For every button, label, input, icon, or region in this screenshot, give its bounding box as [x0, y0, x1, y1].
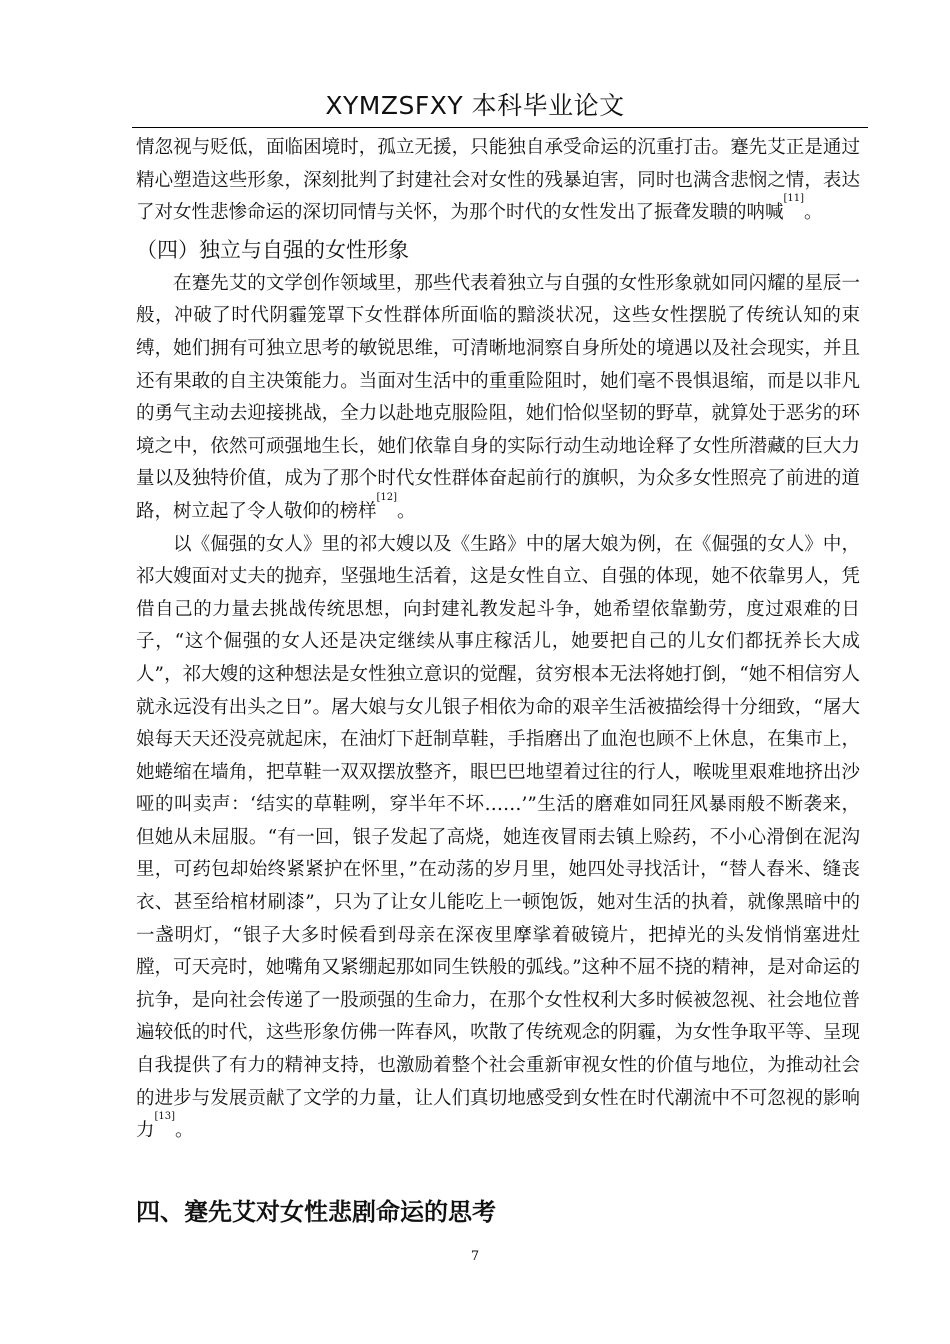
paragraph-independent-women — [136, 268, 860, 529]
paragraph-text: 情忽视与贬低，面临困境时，孤立无援，只能独自承受命运的沉重打击。蹇先艾正是通过精心塑造这些形象，深刻批判了封建社会对女性的残暴迫害，同时也满含悲悯之情，表达了对女性悲惨命运的深切同情与关怀，为那个时代的女性发出了振聋发聩的呐喊 — [136, 137, 860, 224]
body-text — [136, 132, 860, 1148]
page-header-title: XYMZSFXY 本科毕业论文 — [325, 91, 625, 120]
section-heading: 四、蹇先艾对女性悲剧命运的思考 — [136, 1198, 496, 1226]
paragraph-end: 。 — [397, 500, 416, 522]
paragraph-end: 。 — [175, 1120, 194, 1142]
paragraph-examples — [136, 529, 860, 1148]
citation-marker: [11] — [783, 193, 805, 205]
citation-marker: [13] — [154, 1111, 176, 1123]
page-number: 7 — [470, 1249, 480, 1264]
citation-marker: [12] — [376, 491, 398, 503]
paragraph-continued — [136, 132, 860, 230]
paragraph-text: 以《倔强的女人》里的祁大嫂以及《生路》中的屠大娘为例，在《倔强的女人》中，祁大嫂面对丈夫的抛弃，坚强地生活着，这是女性自立、自强的体现，她不依靠男人，凭借自己的力量去挑战传统思想，向封建礼教发起斗争，她希望依靠勤劳，度过艰难的日子，“这个倔强的女人还是决定继续从事庄稼活儿，她要把自己的儿女们都抚养长大成人”，祁大嫂的这种想法是女性独立意识的觉醒，贫穷根本无法将她打倒，“她不相信穷人就永远没有出头之日”。屠大娘与女儿银子相依为命的艰辛生活被描绘得十分细致，“屠大娘每天天还没亮就起床，在油灯下赶制草鞋，手指磨出了血泡也顾不上休息，在集市上，她蜷缩在墙角，把草鞋一双双摆放整齐，眼巴巴地望着过往的行人，喉咙里艰难地挤出沙哑的叫卖声：‘结实的草鞋咧，穿半年不坏……’”生活的磨难如同狂风暴雨般不断袭来，但她从未屈服。“有一回，银子发起了高烧，她连夜冒雨去镇上赊药，不小心滑倒在泥沟里，可药包却始终紧紧护在怀里，”在动荡的岁月里，她四处寻找活计，“替人舂米、缝丧衣、甚至给棺材刷漆”，只为了让女儿能吃上一顿饱饭，她对生活的执着，就像黑暗中的一盏明灯，“银子大多时候看到母亲在深夜里摩挲着破镜片，把掉光的头发悄悄塞进灶膛，可天亮时，她嘴角又紧绷起那如同生铁般的弧线。”这种不屈不挠的精神，是对命运的抗争，是向社会传递了一股顽强的生命力，在那个女性权利大多时候被忽视、社会地位普遍较低的时代，这些形象仿佛一阵春风，吹散了传统观念的阴霾，为女性争取平等、呈现自我提供了有力的精神支持，也激励着整个社会重新审视女性的价值与地位，为推动社会的进步与发展贡献了文学的力量，让人们真切地感受到女性在时代潮流中不可忽视的影响力 — [136, 533, 860, 1142]
paragraph-text: 在蹇先艾的文学创作领域里，那些代表着独立与自强的女性形象就如同闪耀的星辰一般，冲破了时代阴霾笼罩下女性群体所面临的黯淡状况，这些女性摆脱了传统认知的束缚，她们拥有可独立思考的敏锐思维，可清晰地洞察自身所处的境遇以及社会现实，并且还有果敢的自主决策能力。当面对生活中的重重险阻时，她们毫不畏惧退缩，而是以非凡的勇气主动去迎接挑战，全力以赴地克服险阻，她们恰似坚韧的野草，就算处于恶劣的环境之中，依然可顽强地生长，她们依靠自身的实际行动生动地诠释了女性所潜藏的巨大力量以及独特价值，成为了那个时代女性群体奋起前行的旗帜，为众多女性照亮了前进的道路，树立起了令人敬仰的榜样 — [136, 272, 860, 522]
header-divider — [132, 127, 868, 128]
paragraph-end: 。 — [804, 202, 823, 224]
subsection-heading: （四）独立与自强的女性形象 — [136, 237, 409, 262]
